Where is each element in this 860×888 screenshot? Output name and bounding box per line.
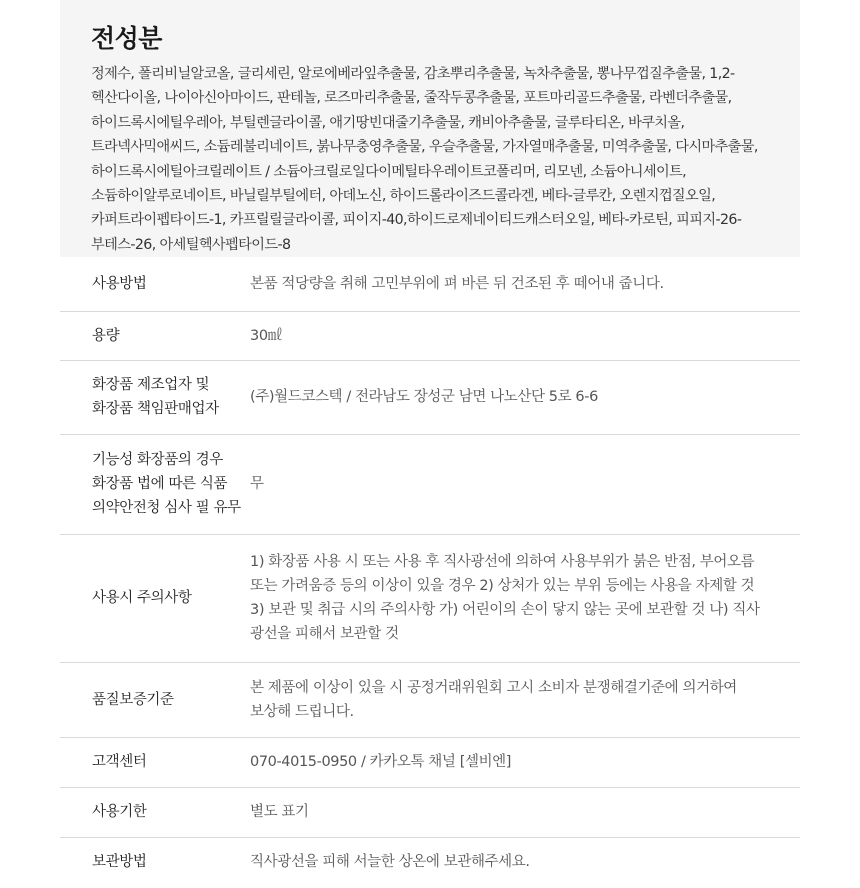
- table-row: [60, 434, 800, 534]
- row-value: 본품 적당량을 취해 고민부위에 펴 바른 뒤 건조된 후 떼어내 줍니다.: [250, 275, 664, 292]
- row-label: 화장품 제조업자 및 화장품 책임판매업자: [92, 377, 219, 417]
- table-row: [60, 534, 800, 662]
- table-row: [60, 787, 800, 837]
- row-label: 고객센터: [92, 754, 147, 770]
- table-row: [60, 662, 800, 737]
- ingredients-box: [60, 0, 800, 257]
- row-value: 1) 화장품 사용 시 또는 사용 후 직사광선에 의하여 사용부위가 붉은 반점, 부어오름 또는 가려움증 등의 이상이 있을 경우 2) 상처가 있는 부위 등에는 사용을 자제할 것 3) 보관 및 취급 시의 주의사항 가) 어린이의 손이 닿지 않는 곳에 보관할 것 나) 직사 광선을 피해서 보관할 것: [250, 554, 760, 642]
- table-row: [60, 360, 800, 434]
- table-row: [60, 837, 800, 887]
- product-info-section: [60, 0, 800, 887]
- row-label: 사용기한: [92, 804, 147, 820]
- row-label: 사용시 주의사항: [92, 590, 192, 606]
- table-row: [60, 737, 800, 787]
- row-value: 직사광선을 피해 서늘한 상온에 보관해주세요.: [250, 854, 530, 871]
- row-label: 기능성 화장품의 경우 화장품 법에 따른 식품 의약안전청 심사 필 유무: [92, 452, 241, 516]
- row-value: 별도 표기: [250, 804, 309, 820]
- ingredients-title: 전성분: [91, 24, 162, 53]
- row-value: 070-4015-0950 / 카카오톡 채널 [셀비엔]: [250, 754, 512, 770]
- table-row: [60, 311, 800, 360]
- row-label: 사용방법: [92, 275, 147, 292]
- ingredients-list: 정제수, 폴리비닐알코올, 글리세린, 알로에베라잎추출물, 감초뿌리추출물, 녹차추출물, 뽕나무껍질추출물, 1,2-헥산다이올, 나이아신아마이드, 판테놀, 로즈마리추출물, 줄작두콩추출물, 포트마리골드추출물, 라벤더추출물, 하이드록시에틸우레아, 부틸렌글라이콜, 애기땅빈대줄기추출물, 캐비아추출물, 글루타티온, 바쿠치올, 트라넥사믹애씨드, 소듐레불리네이트, 붉나무충영추출물, 우슬추출물, 가자열매추출물, 미역추출물, 다시마추출물, 하이드록시에틸아크릴레이트 / 소듐아크릴로일다이메틸타우레이트코폴리머, 리모넨, 소듐아니세이트, 소듐하이알루로네이트, 바닐릴부틸에터, 아데노신, 하이드롤라이즈드콜라겐, 베타-글루칸, 오렌지껍질오일, 카퍼트라이펩타이드-1, 카프릴릴글라이콜, 피이지-40,하이드로제네이티드캐스터오일, 베타-카로틴, 피피지-26-부테스-26, 아세틸헥사펩타이드-8: [91, 66, 758, 253]
- product-info-table: [60, 257, 800, 887]
- row-label: 용량: [92, 327, 120, 344]
- row-value: 30㎖: [250, 327, 282, 344]
- row-label: 품질보증기준: [92, 691, 174, 708]
- row-value: (주)월드코스텍 / 전라남도 장성군 남면 나노산단 5로 6-6: [250, 389, 598, 405]
- table-row: [60, 257, 800, 311]
- row-value: 본 제품에 이상이 있을 시 공정거래위원회 고시 소비자 분쟁해결기준에 의거하여 보상해 드립니다.: [250, 679, 737, 720]
- row-label: 보관방법: [92, 854, 147, 871]
- row-value: 무: [250, 476, 264, 492]
